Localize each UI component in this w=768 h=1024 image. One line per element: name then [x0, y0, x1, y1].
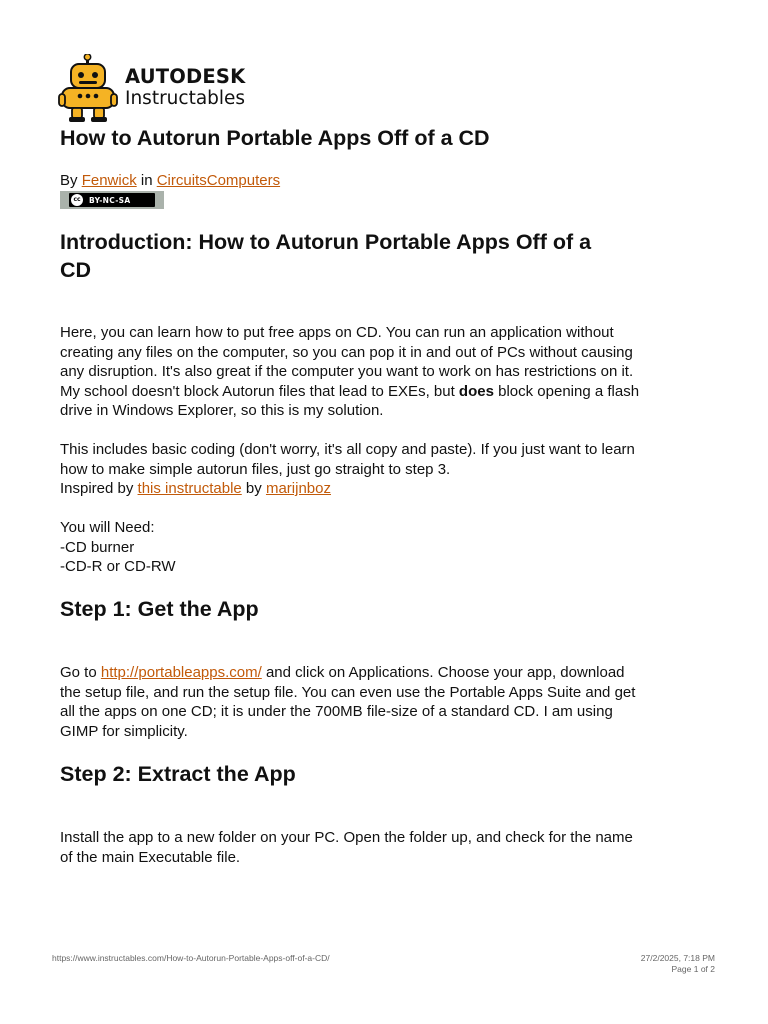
- creative-commons-icon: [69, 193, 155, 207]
- cc-text: cc: [73, 196, 81, 203]
- byline-by: By: [60, 172, 82, 189]
- bold-does: does: [458, 382, 494, 400]
- category-computers-link[interactable]: Computers: [206, 172, 281, 189]
- portableapps-link[interactable]: http://portableapps.com/: [100, 664, 262, 681]
- cc-circle: [71, 194, 83, 206]
- needs-list: [60, 518, 720, 577]
- intro-paragraph-2: [60, 440, 720, 499]
- license-label: BY-NC-SA: [89, 195, 131, 205]
- footer-meta: [641, 953, 715, 975]
- step2-paragraph: [60, 828, 720, 867]
- category-circuits-link[interactable]: Circuits: [156, 172, 207, 189]
- text-line: Here, you can learn how to put free apps on CD. You can run an application without: [60, 324, 614, 341]
- text-line: creating any files on the computer, so you can pop it in and out of PCs without causing: [60, 343, 633, 361]
- intro-heading: [60, 228, 720, 284]
- text-segment: and click on Applications. Choose your app, download: [261, 664, 625, 681]
- footer-page: Page 1 of 2: [671, 964, 715, 974]
- text-segment: by: [241, 480, 266, 497]
- brand-wordmark: [125, 66, 245, 110]
- text-line: of the main Executable file.: [60, 848, 241, 866]
- marijnboz-link[interactable]: marijnboz: [265, 480, 331, 497]
- text-segment: block opening a flash: [493, 382, 640, 400]
- text-line: Install the app to a new folder on your PC. Open the folder up, and check for the name: [60, 829, 633, 846]
- footer-date: 27/2/2025, 7:18 PM: [640, 953, 715, 963]
- step2-heading: Step 2: Extract the App: [60, 762, 296, 786]
- intro-paragraph-1: [60, 323, 720, 421]
- list-item: -CD-R or CD-RW: [60, 558, 176, 575]
- instructables-robot-icon: [58, 54, 118, 124]
- text-segment: Go to: [60, 664, 101, 681]
- this-instructable-link[interactable]: this instructable: [137, 480, 242, 497]
- text-line: any disruption. It's also great if the computer you want to work on has restrictions on it.: [60, 363, 634, 380]
- footer-url: https://www.instructables.com/How-to-Autorun-Portable-Apps-off-of-a-CD/: [52, 953, 330, 963]
- text-line: You will Need:: [60, 519, 155, 536]
- text-line: [60, 382, 720, 402]
- text-line: This includes basic coding (don't worry, it's all copy and paste). If you just want to learn: [60, 441, 635, 458]
- brand-instructables: Instructables: [125, 88, 246, 109]
- text-line: [60, 479, 720, 499]
- intro-heading-line1: Introduction: How to Autorun Portable Apps Off of a: [60, 230, 592, 254]
- text-line: how to make simple autorun files, just go straight to step 3.: [60, 460, 451, 478]
- text-line: GIMP for simplicity.: [60, 722, 188, 740]
- license-badge[interactable]: [60, 191, 164, 209]
- text-line: [60, 663, 720, 683]
- step1-heading: Step 1: Get the App: [60, 597, 259, 621]
- author-link[interactable]: Fenwick: [81, 172, 137, 189]
- intro-heading-line2: CD: [60, 258, 92, 282]
- brand-autodesk: AUTODESK: [125, 65, 246, 88]
- step1-paragraph: [60, 663, 720, 741]
- byline: [60, 172, 280, 190]
- text-segment: My school doesn't block Autorun files that lead to EXEs, but: [60, 382, 459, 400]
- page-title: How to Autorun Portable Apps Off of a CD: [60, 126, 490, 150]
- byline-in: in: [136, 172, 157, 189]
- text-line: the setup file, and run the setup file. You can even use the Portable Apps Suite and get: [60, 683, 636, 701]
- text-segment: Inspired by: [60, 480, 138, 497]
- text-line: all the apps on one CD; it is under the 700MB file-size of a standard CD. I am using: [60, 703, 613, 720]
- text-line: drive in Windows Explorer, so this is my solution.: [60, 402, 384, 419]
- list-item: -CD burner: [60, 538, 135, 556]
